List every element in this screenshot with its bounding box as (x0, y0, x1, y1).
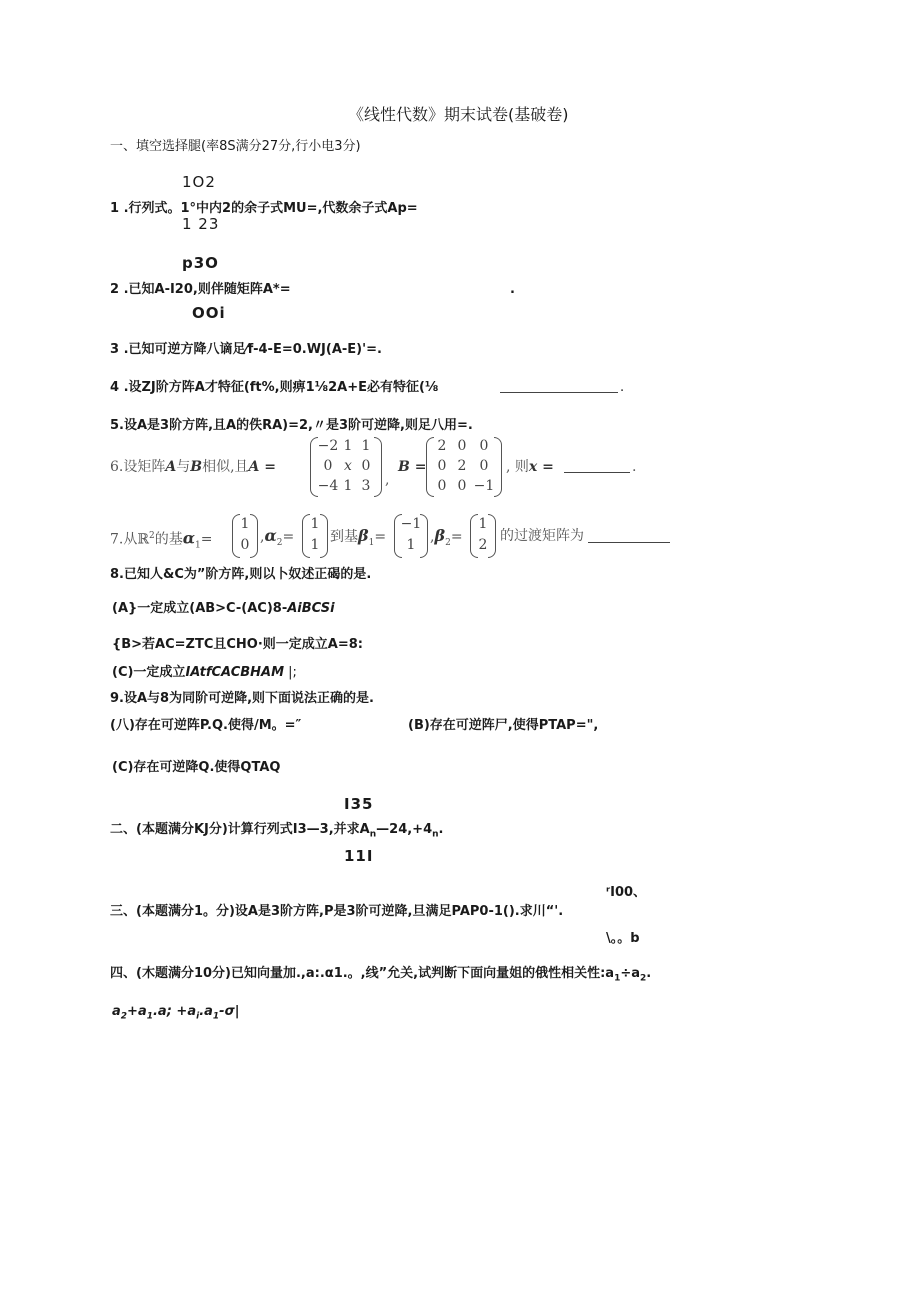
q7-r-sup: 2 (149, 531, 155, 541)
q8-option-a-label: (A}一定成立(AB>C-(AC)8- (112, 601, 288, 616)
q5-text: 5.设A是3阶方阵,且A的佚RA)=2,〃是3阶可逆降,则足八用=. (110, 418, 473, 433)
s2-end: . (438, 822, 444, 837)
q6-end: . (632, 459, 637, 475)
q6-b22: 2 (457, 458, 467, 474)
q7-alpha2-group: $,\alpha_2=$ (260, 526, 295, 548)
q7-beta1-sub: 1 (368, 537, 375, 548)
q8-option-c (112, 665, 297, 681)
q6-answer-blank (564, 460, 630, 473)
q7-answer-blank (588, 530, 670, 543)
q6-b-eq: B = (398, 459, 427, 475)
q8-text: 8.已知人&C为”阶方阵,则以卜奴述正碣的是. (110, 567, 372, 582)
q7-beta2: β (434, 526, 446, 545)
q7-beta1: β (358, 526, 369, 545)
q7-eq1: = (200, 531, 213, 548)
q7-to-base: 到基 (330, 529, 358, 545)
q8-option-c-label: (C)一定成立 (112, 665, 186, 680)
s4-mid: ÷a (620, 966, 641, 981)
q7-alpha2-sub: 2 (276, 537, 283, 548)
q7-eq4: = (450, 529, 463, 545)
q7-vector3 (394, 514, 428, 558)
q7-eq3: = (374, 529, 387, 545)
q6-a22: x (344, 458, 352, 474)
q8-option-c-end-text: |; (288, 665, 297, 680)
s3-text: 三、(本题满分1。分)设A是3阶方阵,P是3阶可逆降,旦满足PAP0-1().求川“'. (110, 904, 564, 919)
q7-prefix: 7.从 (110, 531, 138, 548)
s4-l2-sub2: 1 (146, 1011, 153, 1022)
q2-text: 2 .已知A-I20,则伴随矩阵A*= (110, 282, 291, 297)
q7-v4-bot: 2 (478, 537, 488, 553)
s4-l2-a: a (112, 1004, 121, 1019)
q6-b23: 0 (479, 458, 489, 474)
q4-text: 4 .设ZJ阶方阵A才特征(ft%,则痹1⅛2A+E必有特征(⅛ (110, 380, 439, 395)
s4-l2-sub: 2 (120, 1011, 128, 1022)
q6-b33: −1 (473, 478, 495, 494)
q2-matrix-row1: p3O (182, 254, 219, 272)
s4-l2-rest: +a (127, 1004, 147, 1019)
page-title: 《线性代数》期末试卷(基破卷) (348, 105, 569, 124)
q6-x-eq: x = (528, 459, 554, 475)
q6-prefix: 6.设矩阵 (110, 459, 166, 475)
q6-a11: −2 (317, 438, 339, 454)
q7-r-symbol: ℝ (137, 531, 149, 548)
q7-vector2 (302, 514, 328, 558)
q6-a13: 1 (361, 438, 371, 454)
section1-heading: 一、填空选择腿(率8S满分27分,行小电3分) (110, 139, 361, 154)
q6-matrix-b (426, 437, 502, 497)
s2-text-main: 二、(本题满分KJ分)计算行列式I3—3,并求A (110, 822, 370, 837)
q6-a-symbol: A (165, 459, 177, 475)
q2-matrix-row3: OOi (192, 304, 226, 322)
q7-prefix-group (110, 528, 213, 553)
q1-text: 1 .行列式。1°中内2的余子式MU=,代数余子式Ap= (110, 201, 418, 216)
q7-v1-bot: 0 (240, 537, 250, 553)
s4-l2-rest3: .a (199, 1004, 213, 1019)
q6-a21: 0 (323, 458, 333, 474)
q6-a-eq: A = (248, 459, 276, 475)
q6-b31: 0 (437, 478, 447, 494)
q8-option-b: {B>若AC=ZTC且CHO·则一定成立A=8: (112, 637, 363, 652)
q7-v1-top: 1 (240, 516, 250, 532)
q7-v3-top: −1 (400, 516, 422, 532)
s4-text (110, 966, 651, 987)
q6-mid2: 相似,且 (202, 459, 249, 475)
q6-mid1: 与 (176, 459, 191, 475)
q6-b21: 0 (437, 458, 447, 474)
q6-b-symbol: B (190, 459, 203, 475)
q6-b32: 0 (457, 478, 467, 494)
s2-sub-n2: n (432, 829, 439, 840)
q7-base-text: 的基 (154, 531, 183, 548)
q6-sep: , (385, 472, 390, 488)
q6-a12: 1 (343, 438, 353, 454)
q7-vector4 (470, 514, 496, 558)
s4-l2-sub4: 1 (212, 1011, 220, 1022)
s4-sub1: 1 (614, 973, 621, 984)
q9-option-b: (B)存在可逆阵尸,使得PTAP=", (408, 718, 599, 733)
s4-l2-rest2: .a; +a (152, 1004, 197, 1019)
q6-a33: 3 (361, 478, 371, 494)
q6-suffix-text: , 则 (506, 459, 529, 475)
s2-text (110, 822, 444, 843)
s4-text-main: 四、(木题满分10分)已知向量加.,a:.α1.。,线”允关,试判断下面向量姐的俄性相关性:a (110, 966, 615, 981)
q7-eq2: = (282, 529, 295, 545)
q6-a32: 1 (343, 478, 353, 494)
q6-matrix-a (310, 437, 382, 497)
q7-beta2-sub: 2 (445, 537, 451, 548)
s4-l2-sub3: i (196, 1011, 200, 1022)
q6-b13: 0 (479, 438, 489, 454)
s3-matrix-row1: ʳI00、 (606, 885, 647, 900)
q7-vector1 (232, 514, 258, 558)
s4-l2-rest4: -σ| (219, 1004, 240, 1019)
q7-suffix: 的过渡矩阵为 (500, 528, 584, 544)
q7-alpha2: α (264, 526, 277, 545)
q8-option-c-italic: IAtfCACBHAM (185, 665, 285, 680)
q7-alpha1: α (182, 528, 196, 548)
q1-matrix-row3: 1 23 (182, 215, 220, 233)
q6-a31: −4 (317, 478, 339, 494)
q6-suffix (506, 459, 554, 475)
q9-option-a: (八)存在可逆阵P.Q.使得/M。=″ (110, 718, 302, 733)
q7-beta1-group (330, 528, 386, 551)
q7-alpha1-sub: 1 (195, 540, 201, 551)
q8-option-a-italic: AiBCSi (287, 601, 335, 616)
s3-matrix-row3: \。。b (606, 931, 640, 946)
q4-end: . (620, 380, 625, 395)
q6-b12: 0 (457, 438, 467, 454)
q2-end-dot: . (510, 282, 515, 297)
q4-answer-blank (500, 380, 618, 393)
q7-v3-bot: 1 (406, 537, 416, 553)
q7-v4-top: 1 (478, 516, 488, 532)
q8-option-a (112, 601, 335, 617)
s4-end: . (646, 966, 652, 981)
q7-v2-top: 1 (310, 516, 320, 532)
s4-sub2: 2 (640, 973, 647, 984)
s2-matrix-row3: 11I (344, 847, 374, 865)
q7-v2-bot: 1 (310, 537, 320, 553)
q9-text: 9.设A与8为同阶可逆降,则下面说法正确的是. (110, 691, 374, 706)
q6-a23: 0 (361, 458, 371, 474)
q9-option-c: (C)存在可逆降Q.使得QTAQ (112, 760, 281, 775)
s4-line2 (112, 1004, 239, 1025)
q6-line (110, 459, 276, 475)
s2-sub-n: n (369, 829, 377, 840)
s2-matrix-row1: I35 (344, 795, 374, 813)
q7-beta2-group: $,\beta_2=$ (430, 526, 463, 548)
q1-matrix-row1: 1O2 (182, 173, 216, 191)
q6-b11: 2 (437, 438, 447, 454)
s2-text-mid: —24,+4 (376, 822, 433, 837)
q3-text: 3 .已知可逆方降八谪足⁄f-4-E=0.WJ(A-E)'=. (110, 342, 382, 357)
